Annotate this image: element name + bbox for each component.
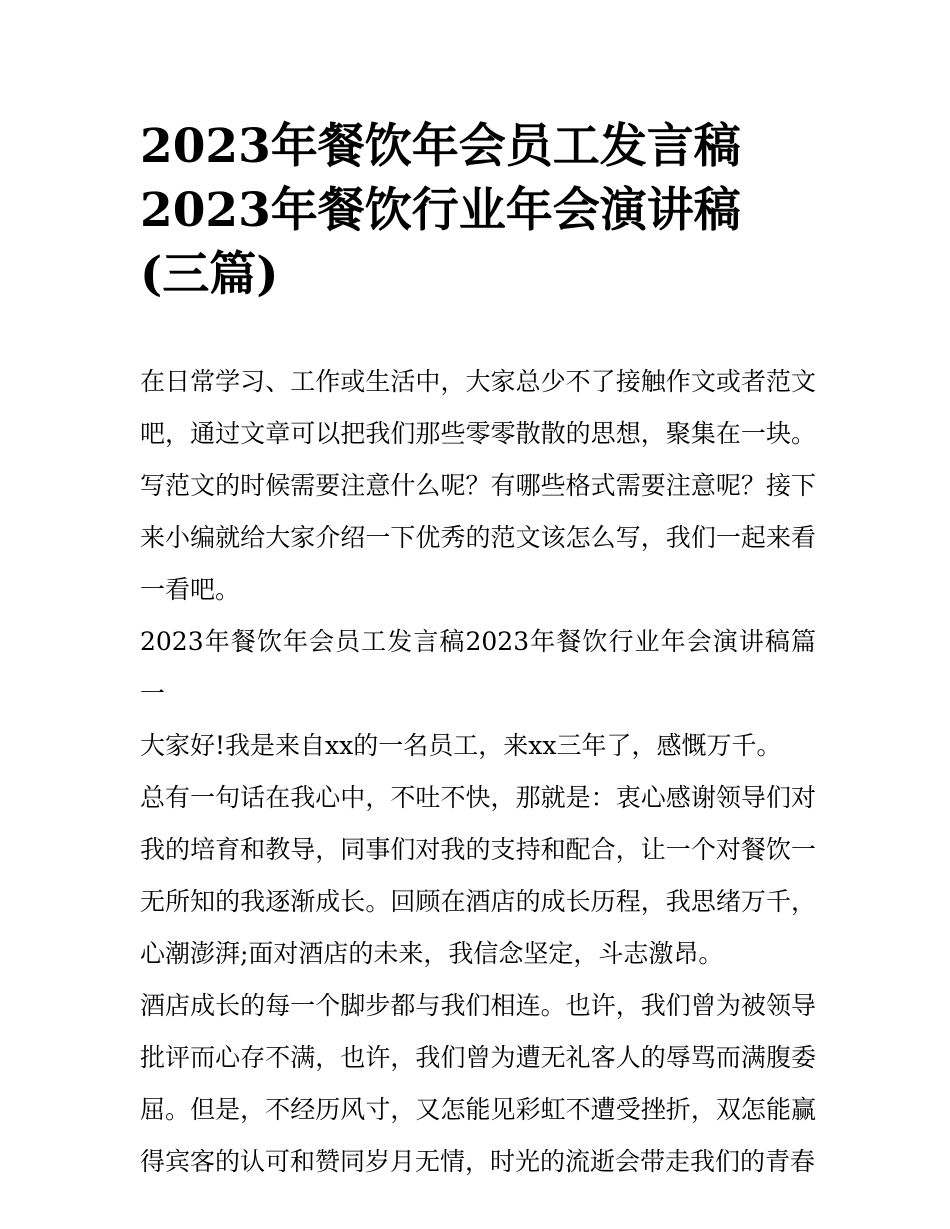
intro-paragraph: 在日常学习、工作或生活中，大家总少不了接触作文或者范文吧，通过文章可以把我们那些零零散散的思想，聚集在一块。写范文的时候需要注意什么呢？有哪些格式需要注意呢？接下来小编就给大家介绍一下优秀的范文该怎么写，我们一起来看一看吧。 — [140, 367, 816, 604]
gratitude-paragraph: 总有一句话在我心中，不吐不快，那就是：衷心感谢领导们对我的培育和教导，同事们对我的支持和配合，让一个对餐饮一无所知的我逐渐成长。回顾在酒店的成长历程，我思绪万千，心潮澎湃;面对酒店的未来，我信念坚定，斗志激昂。 — [140, 783, 816, 968]
title-line-1: 2023年餐饮年会员工发言稿 — [140, 119, 741, 174]
document-title — [140, 115, 820, 307]
title-line-2: 2023年餐饮行业年会演讲稿 — [140, 183, 741, 238]
title-line-3: (三篇) — [140, 247, 279, 302]
document-body — [140, 356, 816, 1188]
growth-paragraph: 酒店成长的每一个脚步都与我们相连。也许，我们曾为被领导批评而心存不满，也许，我们曾为遭无礼客人的辱骂而满腹委屈。但是，不经历风寸，又怎能见彩虹不遭受挫折，双怎能赢得宾客的认可和赞同岁月无情，时光的流逝会带走我们的青春 — [140, 991, 816, 1176]
section-heading: 2023年餐饮年会员工发言稿2023年餐饮行业年会演讲稿篇一 — [140, 627, 816, 708]
greeting-paragraph: 大家好!我是来自xx的一名员工，来xx三年了，感慨万千。 — [140, 731, 782, 760]
